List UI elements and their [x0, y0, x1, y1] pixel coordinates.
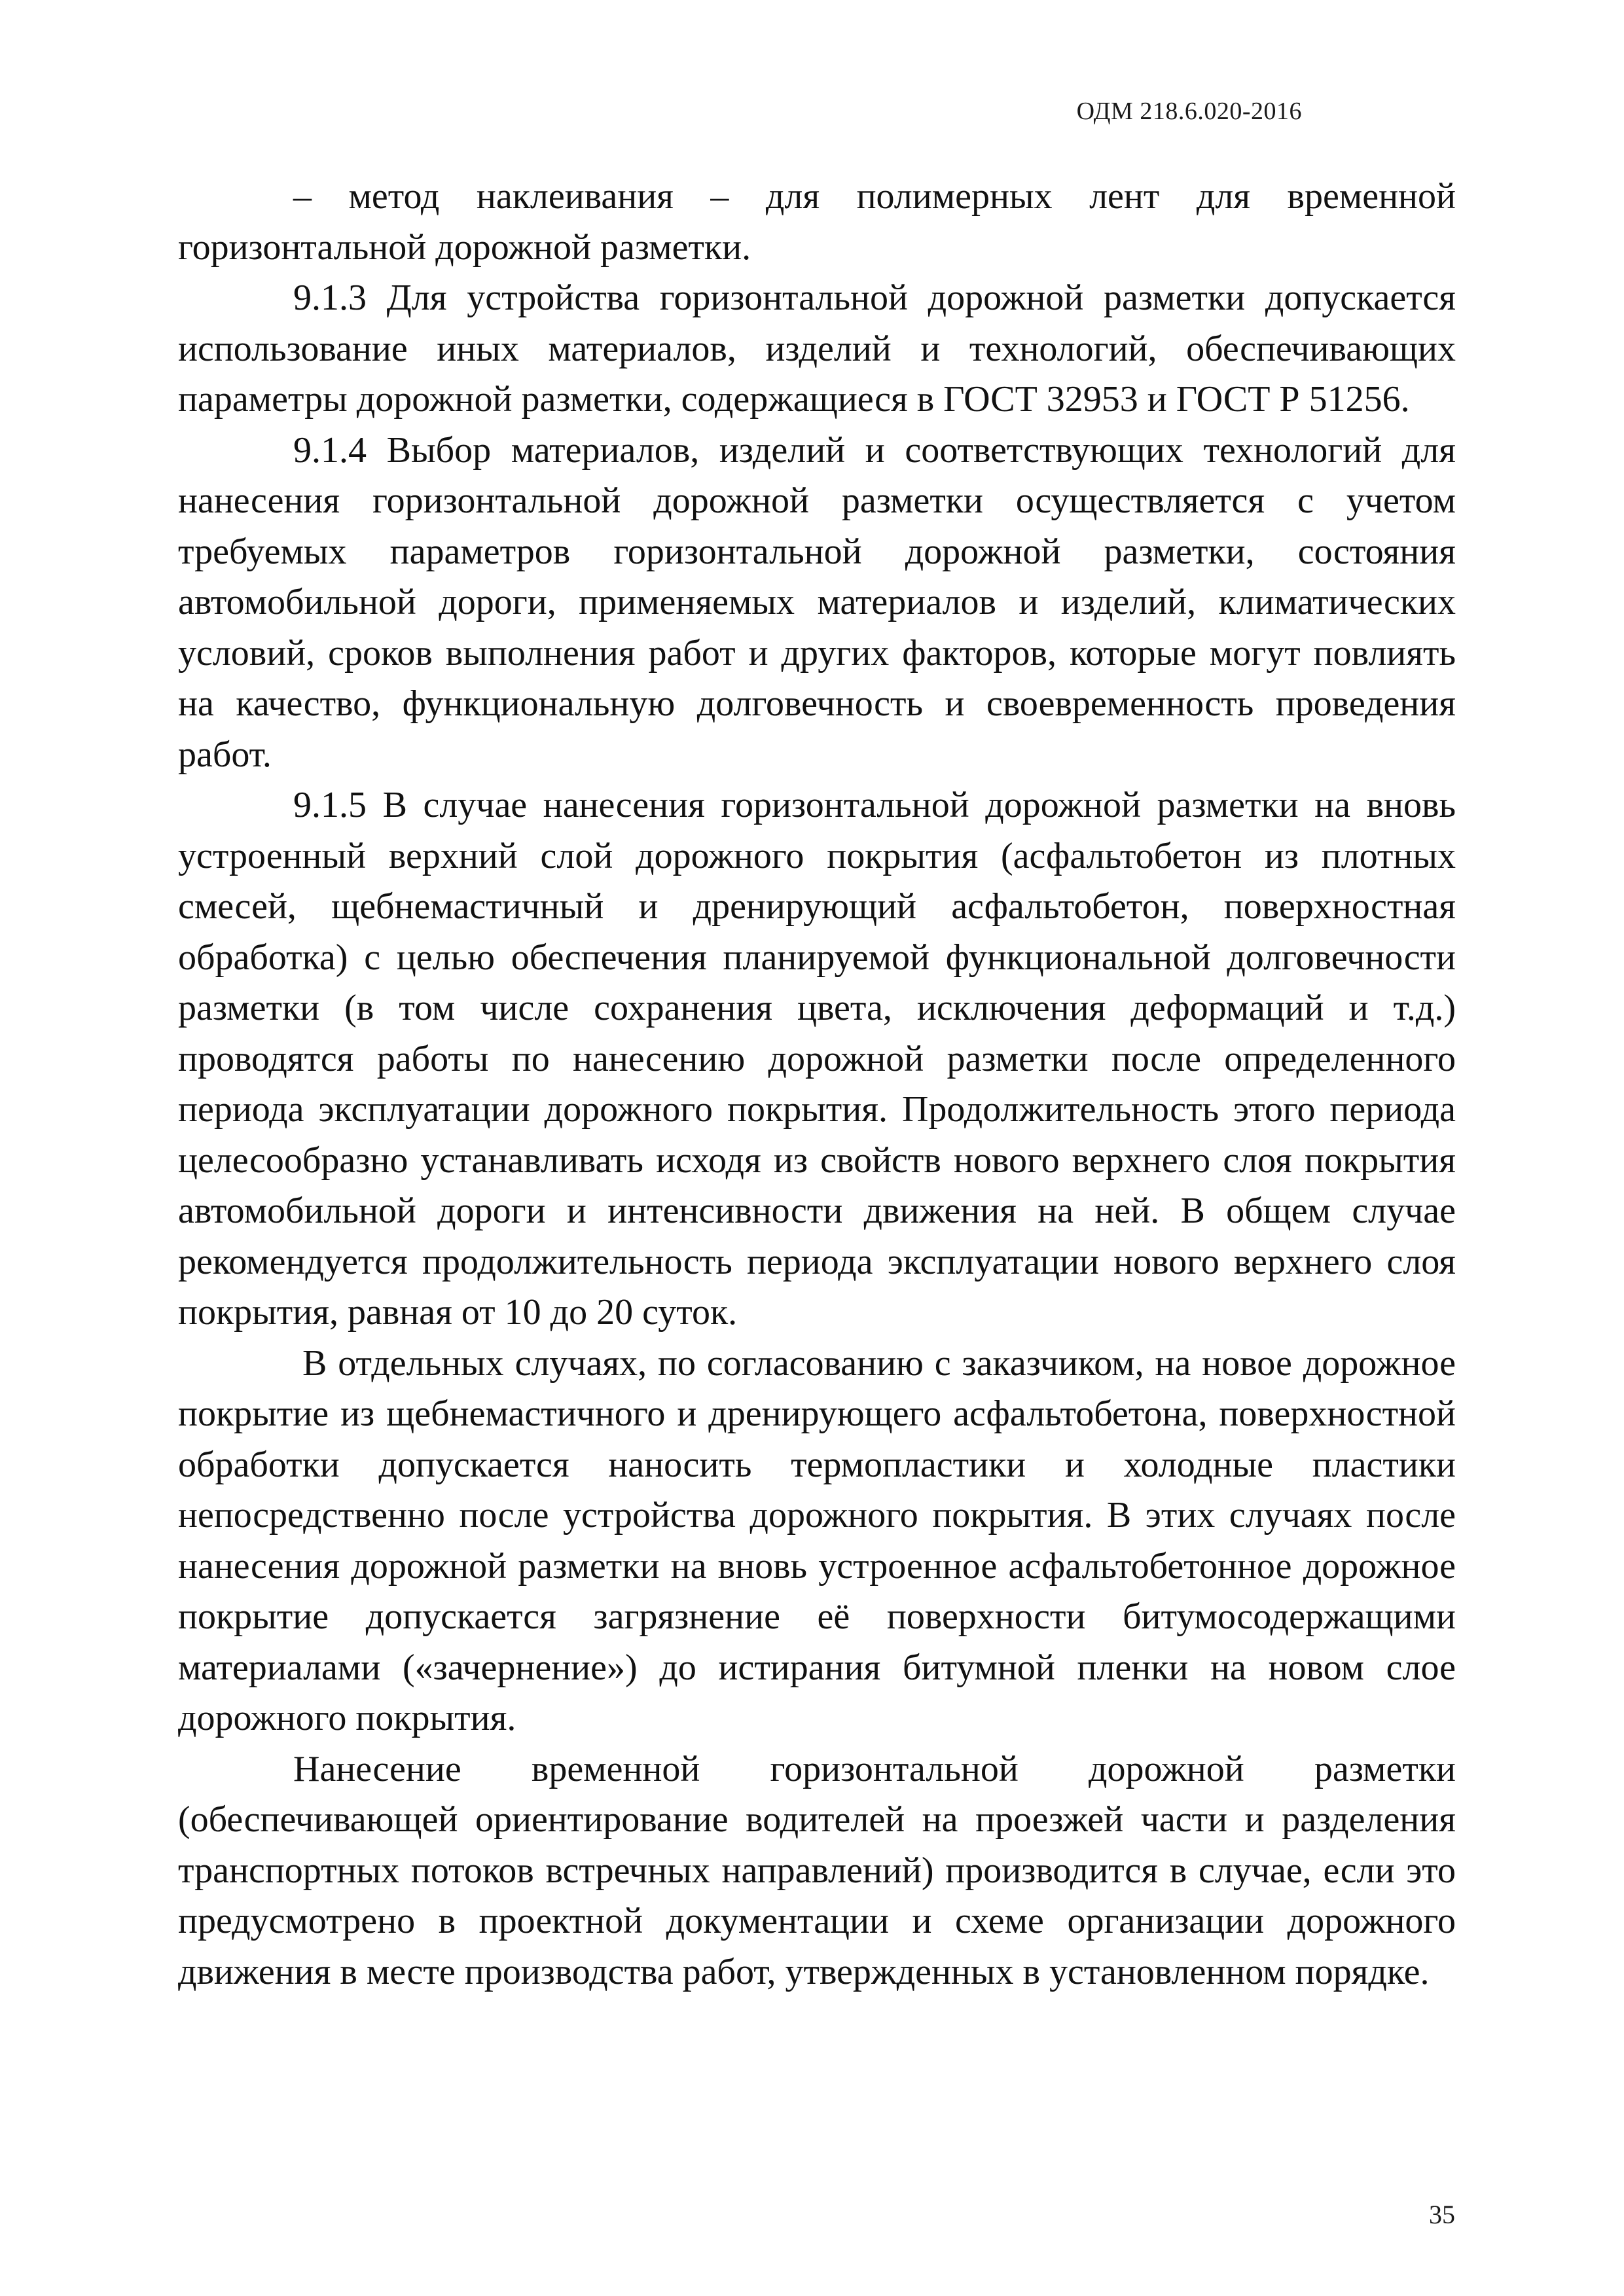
paragraph-special-cases: В отдельных случаях, по согласованию с заказчиком, на новое дорожное покрытие из щебнемастичного и дренирующего асфальтобетона, поверхностной обработки допускается наносить термопластики и холодные пластики непосредственно после устройства дорожного покрытия. В этих случаях после нанесения дорожной разметки на вновь устроенное асфальтобетонное дорожное покрытие допускается загрязнение её поверхности битумосодержащими материалами («зачернение») до истирания битумной пленки на новом слое дорожного покрытия. — [178, 1342, 1456, 1738]
document-code: ОДМ 218.6.020-2016 — [1076, 98, 1302, 125]
paragraph-method-gluing: – метод наклеивания – для полимерных лент для временной горизонтальной дорожной разметки. — [178, 176, 1456, 268]
paragraph-9-1-3: 9.1.3 Для устройства горизонтальной дорожной разметки допускается использование иных материалов, изделий и технологий, обеспечивающих параметры дорожной разметки, содержащиеся в ГОСТ 32953 и ГОСТ Р 51256. — [178, 278, 1456, 420]
document-body — [178, 171, 1456, 1998]
paragraph-9-1-4: 9.1.4 Выбор материалов, изделий и соответствующих технологий для нанесения горизонтальной дорожной разметки осуществляется с учетом требуемых параметров горизонтальной дорожной разметки, состояния автомобильной дороги, применяемых материалов и изделий, климатических условий, сроков выполнения работ и других факторов, которые могут повлиять на качество, функциональную долговечность и своевременность проведения работ. — [178, 429, 1456, 775]
paragraph-9-1-5: 9.1.5 В случае нанесения горизонтальной дорожной разметки на вновь устроенный верхний слой дорожного покрытия (асфальтобетон из плотных смесей, щебнемастичный и дренирующий асфальтобетон, поверхностная обработка) с целью обеспечения планируемой функциональной долговечности разметки (в том числе сохранения цвета, исключения деформаций и т.д.) проводятся работы по нанесению дорожной разметки после определенного периода эксплуатации дорожного покрытия. Продолжительность этого периода целесообразно устанавливать исходя из свойств нового верхнего слоя покрытия автомобильной дороги и интенсивности движения на ней. В общем случае рекомендуется продолжительность периода эксплуатации нового верхнего слоя покрытия, равная от 10 до 20 суток. — [178, 785, 1456, 1333]
paragraph-temporary-marking: Нанесение временной горизонтальной дорожной разметки (обеспечивающей ориентирование водителей на проезжей части и разделения транспортных потоков встречных направлений) производится в случае, если это предусмотрено в проектной документации и схеме организации дорожного движения в месте производства работ, утвержденных в установленном порядке. — [178, 1748, 1456, 1992]
page-number: 35 — [1429, 2200, 1455, 2229]
